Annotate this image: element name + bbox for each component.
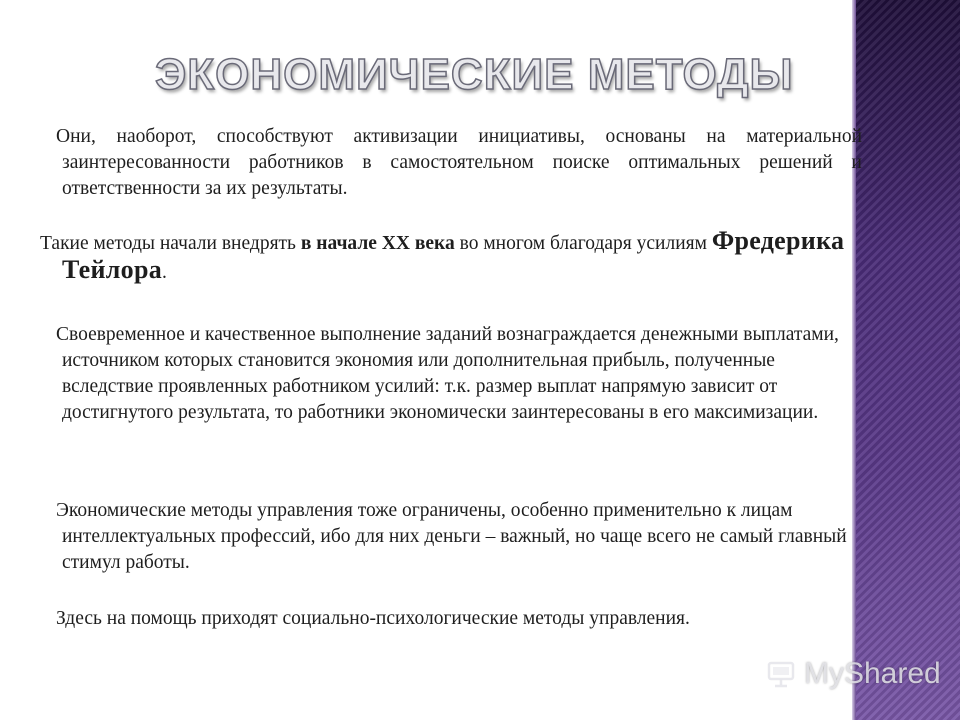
paragraph-taylor-period: в начале XX века — [300, 233, 455, 254]
paragraph-taylor-intro: Такие методы начали внедрять — [40, 233, 301, 254]
paragraph-initiative-text: Они, наоборот, способствуют активизации инициативы, основаны на материальной заинтересованности работников в самостоятельном поиске оптимальных решений и ответственности за их результаты. — [56, 126, 862, 199]
paragraph-rewards-text: Своевременное и качественное выполнение заданий вознаграждается денежными выплатами, источником которых становится экономия или дополнительная прибыль, полученные вследствие проявленных работником усилий: т.к. размер выплат напрямую зависит от достигнутого результата, то работники экономически заинтересованы в его максимизации. — [56, 324, 839, 423]
slide-title: ЭКОНОМИЧЕСКИЕ МЕТОДЫ — [155, 50, 794, 99]
paragraph-conclusion-text: Здесь на помощь приходят социально-психологические методы управления. — [56, 608, 690, 629]
taylor-name: Фредерика Тейлора — [62, 226, 845, 284]
presentation-board-icon — [766, 659, 796, 689]
paragraph-initiative — [40, 124, 862, 202]
paragraph-taylor-end: . — [162, 262, 167, 283]
paragraph-conclusion — [40, 606, 852, 632]
paragraph-rewards — [40, 322, 862, 426]
paragraph-limitations-text: Экономические методы управления тоже ограничены, особенно применительно к лицам интеллектуальных профессий, ибо для них деньги – важный, но чаще всего не самый главный стимул работы. — [56, 500, 847, 573]
paragraph-taylor-middle: во многом благодаря усилиям — [454, 233, 712, 254]
watermark-text: MyShared — [804, 657, 941, 690]
myshared-watermark — [766, 656, 941, 692]
paragraph-taylor — [40, 228, 852, 286]
decorative-side-band — [856, 0, 960, 720]
paragraph-limitations — [40, 498, 852, 576]
